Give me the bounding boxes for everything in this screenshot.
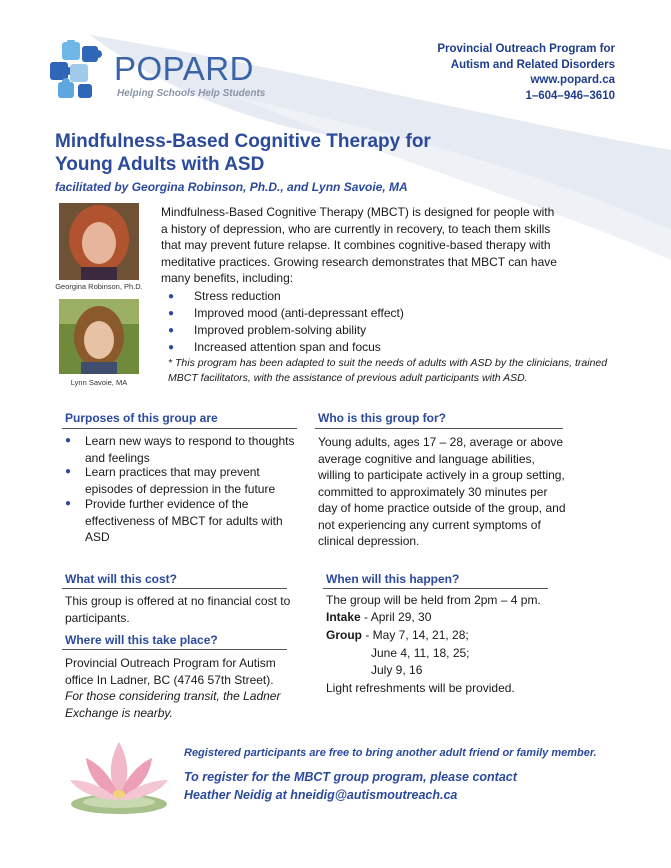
when-time: The group will be held from 2pm – 4 pm.: [326, 593, 541, 607]
where-text: Provincial Outreach Program for Autism office In Ladner, BC (4746 57th Street).: [65, 656, 276, 687]
purposes-heading: Purposes of this group are: [65, 411, 218, 425]
when-heading: When will this happen?: [326, 572, 460, 586]
bullet-icon: ●: [168, 308, 175, 319]
benefit-item: ● Improved problem-solving ability: [168, 323, 367, 337]
section-divider: [62, 588, 287, 589]
photo-lynn: [59, 299, 139, 374]
bullet-icon: ●: [168, 291, 175, 302]
registration-info: [184, 768, 517, 804]
section-divider: [323, 588, 548, 589]
refreshments-note: Light refreshments will be provided.: [326, 681, 515, 695]
where-heading: Where will this take place?: [65, 633, 218, 647]
benefit-item: ● Increased attention span and focus: [168, 340, 381, 354]
bullet-icon: ●: [65, 498, 72, 509]
group-dates: Group - May 7, 14, 21, 28;: [326, 628, 469, 642]
intake-dates: Intake - April 29, 30: [326, 610, 432, 624]
transit-note: For those considering transit, the Ladner Exchange is nearby.: [65, 689, 281, 720]
guest-note: Registered participants are free to bring another adult friend or family member.: [184, 747, 597, 759]
intro-paragraph: Mindfulness-Based Cognitive Therapy (MBCT) is designed for people with a history of depression, who are currently in recovery, to teach them skills that may prevent future relapse. It combines cognitive-based therapy with meditative practices. Growing research demonstrates that MBCT can have many benefits, including:: [161, 205, 557, 285]
org-website[interactable]: www.popard.ca: [530, 74, 615, 86]
facilitators-line: facilitated by Georgina Robinson, Ph.D., and Lynn Savoie, MA: [55, 180, 408, 194]
section-divider: [62, 649, 287, 650]
org-phone: 1–604–946–3610: [525, 89, 615, 102]
group-dates-june: June 4, 11, 18, 25;: [371, 646, 470, 660]
bullet-icon: ●: [65, 466, 72, 477]
benefit-item: ● Stress reduction: [168, 289, 281, 303]
photo-caption-georgina: Georgina Robinson, Ph.D.: [55, 282, 143, 291]
title-line-1: Mindfulness-Based Cognitive Therapy for: [55, 131, 431, 152]
adaptation-note: * This program has been adapted to suit the needs of adults with ASD by the clinicians, trained MBCT facilitators, with the assistance of previous adult participants with ASD.: [168, 357, 608, 384]
register-line-1: To register for the MBCT group program, please contact: [184, 770, 517, 784]
page-title: [55, 130, 431, 176]
section-divider: [62, 428, 297, 429]
register-contact[interactable]: Heather Neidig at hneidig@autismoutreach.ca: [184, 788, 458, 802]
logo-tagline: Helping Schools Help Students: [117, 88, 266, 99]
group-dates-july: July 9, 16: [371, 663, 423, 677]
bullet-icon: ●: [168, 325, 175, 336]
cost-heading: What will this cost?: [65, 572, 178, 586]
puzzle-logo-icon: [48, 40, 112, 102]
purpose-item: ● Learn practices that may prevent episodes of depression in the future: [65, 465, 276, 496]
cost-text: This group is offered at no financial cost to participants.: [65, 594, 291, 625]
purpose-item: ● Learn new ways to respond to thoughts and feelings: [65, 434, 295, 465]
benefit-item: ● Improved mood (anti-depressant effect): [168, 306, 404, 320]
organization-info: [437, 42, 615, 104]
photo-georgina: [59, 203, 139, 280]
bullet-icon: ●: [168, 342, 175, 353]
title-line-2: Young Adults with ASD: [55, 154, 265, 175]
org-line-1: Provincial Outreach Program for: [437, 43, 615, 55]
who-description: Young adults, ages 17 – 28, average or above average cognitive and language abilities, willing to participate actively in a group setting, committed to approximately 30 minutes per day of home practice outside of the group, and not experiencing any current symptoms of clinical depression.: [318, 435, 566, 548]
lotus-flower-icon: [60, 722, 178, 820]
logo-wordmark: POPARD: [114, 50, 254, 87]
photo-caption-lynn: Lynn Savoie, MA: [70, 378, 128, 387]
purpose-item: ● Provide further evidence of the effectiveness of MBCT for adults with ASD: [65, 497, 283, 544]
who-heading: Who is this group for?: [318, 411, 446, 425]
bullet-icon: ●: [65, 435, 72, 446]
section-divider: [315, 428, 563, 429]
org-line-2: Autism and Related Disorders: [450, 58, 615, 71]
